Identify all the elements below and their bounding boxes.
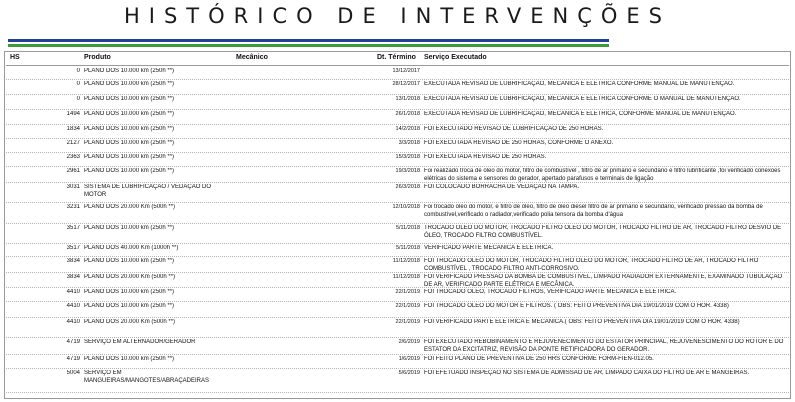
cell-hs: 2363 <box>66 154 80 160</box>
cell-servico: FOI COLOCADO BORRACHA DE VEDAÇÃO NA TAMPA. <box>424 184 580 190</box>
table-row <box>6 152 789 167</box>
cell-servico: FOI TROCADO ÓLEO, TROCADO FILTROS, VERIFICADO PARTE MECÂNICA E ELÉTRICA. <box>424 289 677 295</box>
cell-produto: PLANO DOS 10.000 km (250h **) <box>84 81 175 87</box>
cell-hs: 3231 <box>66 204 80 210</box>
cell-dt-termino: 26/3/2018 <box>395 184 420 190</box>
cell-dt-termino: 5/11/2018 <box>395 225 420 231</box>
cell-servico: EXECUTADA REVISÃO DE LUBRIFICAÇÃO, MECÂNICA E ELÉTRICA CONFORME O MANUAL DE MANUTENÇÃO. <box>424 96 741 102</box>
cell-servico: VERIFICADO PARTE MECÂNICA E ELÉTRICA. <box>424 245 554 251</box>
cell-dt-termino: 22/1/2019 <box>395 303 420 309</box>
cell-produto: PLANO DOS 40.000 Km (1000h **) <box>84 245 179 251</box>
header-servico: Serviço Executado <box>424 54 487 61</box>
cell-produto: PLANO DOS 10.000 km (250h **) <box>84 140 175 146</box>
cell-hs: 1834 <box>66 126 80 132</box>
cell-servico: FOI EXECUTADA REVISÃO DE 250 HORAS, CONFORME O ANEXO. <box>424 140 614 146</box>
cell-dt-termino: 28/12/2017 <box>392 81 420 87</box>
cell-dt-termino: 14/2/2018 <box>395 126 420 132</box>
cell-hs: 2961 <box>66 168 80 174</box>
table-row <box>6 354 789 369</box>
cell-servico: FOI FEITO PLANO DE PREVENTIVA DE 250 HRS CONFORME FORM-FIEN-012.05. <box>424 356 654 362</box>
cell-dt-termino: 11/12/2018 <box>392 258 420 264</box>
header-mecanico: Mecânico <box>236 54 268 61</box>
cell-servico: EXECUTADA REVISÃO DE LUBRIFICAÇÃO, MECÂNICA E ELÉTRICA CONFORME MANUAL DE MANUTENÇÃO. <box>424 81 735 87</box>
cell-dt-termino: 15/3/2018 <box>395 154 420 160</box>
cell-produto: SISTEMA DE LUBRIFICAÇÃO / VEDAÇÃO DO MOTOR <box>84 184 212 198</box>
title-underline-blue <box>8 39 609 42</box>
cell-dt-termino: 1/6/2019 <box>398 356 420 362</box>
cell-hs: 5004 <box>66 370 80 376</box>
table-row <box>6 182 789 203</box>
cell-hs: 3517 <box>66 245 80 251</box>
cell-hs: 1494 <box>66 111 80 117</box>
table-row <box>6 166 789 183</box>
table-row <box>6 287 789 302</box>
header-produto: Produto <box>84 54 111 61</box>
cell-servico: FOI EXECUTADO REVISÃO DE LUBRIFICAÇÃO DE 250 HORAS. <box>424 126 604 132</box>
cell-dt-termino: 2/6/2019 <box>398 339 420 345</box>
cell-servico: FOI EFETUADO INSPEÇÃO NO SISTEMA DE ADMISSÃO DE AR, LIMPADO CAIXA DO FILTRO DE AR E MANGEIRAS. <box>424 370 750 376</box>
cell-hs: 3834 <box>66 258 80 264</box>
cell-dt-termino: 5/11/2018 <box>395 245 420 251</box>
table-row <box>6 337 789 355</box>
cell-servico: Foi realizado troca de óleo do motor, filtro de combustível , filtro de ar primário e secundário e filtro lubrificante ,foi verificado conexões elétricas do sistema e sensores do gerador, apertado parafusos e terminais de ligação <box>424 168 781 182</box>
cell-produto: PLANO DOS 10.000 km (250h **) <box>84 68 175 74</box>
table-row <box>6 368 789 393</box>
cell-servico: Foi trocado óleo do motor, e filtro de óleo, filtro de óleo diesel filtro de ar primário e secundário, verificado pressão da bomba de combustível,verificado o radiador,verificado polia tensora da bomba d'água <box>424 204 763 218</box>
cell-hs: 0 <box>76 96 80 102</box>
cell-servico: FOI TROCADO ÓLEO DO MOTOR, TROCADO FILTRO ÓLEO DO MOTOR, TROCADO FILTRO DE AR, TROCADO FILTRO COMBUSTÍVEL , TROCADO FILTRO ANTI-CORROSIVO. <box>424 258 759 272</box>
table-row <box>6 138 789 153</box>
cell-produto: PLANO DOS 20.000 Km (500h **) <box>84 319 176 325</box>
table-row <box>6 109 789 125</box>
cell-servico: EXECUTADA REVISÃO DE LUBRIFICAÇÃO, MECÂNICA E ELÉTRICA, CONFORME MANUAL DE MANUTENÇÃO. <box>424 111 737 117</box>
cell-dt-termino: 22/1/2019 <box>395 319 420 325</box>
table-row <box>6 256 789 273</box>
cell-dt-termino: 26/1/2018 <box>395 111 420 117</box>
cell-produto: PLANO DOS 10.000 km (250h **) <box>84 168 175 174</box>
cell-hs: 0 <box>76 81 80 87</box>
table-row <box>6 66 789 80</box>
cell-servico: TROCADO ÓLEO DO MOTOR, TROCADO FILTRO ÓLEO DO MOTOR, TROCADO FILTRO DE AR, TROCADO FILTRO DESVIO DE ÓLEO, TROCADO FILTRO COMBUSTÍVEL. <box>424 225 782 239</box>
cell-hs: 2127 <box>66 140 80 146</box>
table-row <box>6 79 789 95</box>
cell-hs: 3834 <box>66 274 80 280</box>
title-underline-green <box>8 44 609 47</box>
cell-hs: 3031 <box>66 184 80 190</box>
cell-produto: PLANO DOS 10.000 km (250h **) <box>84 154 175 160</box>
cell-hs: 4410 <box>66 319 80 325</box>
table-row <box>6 223 789 244</box>
table-row <box>6 124 789 139</box>
table-row <box>6 272 789 288</box>
cell-dt-termino: 5/6/2019 <box>398 370 420 376</box>
cell-servico: FOI VERIFICADO PARTE ELÉTRICA E MECÂNICA.( OBS: FEITO PREVENTIVA DIA 19/01/2019 COM O HOR. 4338) <box>424 319 740 325</box>
cell-produto: PLANO DOS 10.000 km (250h **) <box>84 258 175 264</box>
cell-produto: PLANO DOS 10.000 km (250h **) <box>84 356 175 362</box>
cell-produto: SERVIÇO EM MANGUEIRAS/MANGOTES/ABRAÇADEIRAS <box>84 370 210 384</box>
cell-dt-termino: 3/3/2018 <box>398 140 420 146</box>
cell-servico: FOI VERIFICADO PRESSÃO DA BOMBA DE COMBUSTÍVEL, LIMPADO RADIADOR EXTERNAMENTE, EXAMINADO TUBULAÇÃO DE AR, VERIFICADO PARTE ELÉTRICA E MECÂNICA. <box>424 274 783 287</box>
cell-produto: PLANO DOS 10.000 km (250h **) <box>84 126 175 132</box>
table-row <box>6 301 789 318</box>
cell-hs: 4719 <box>66 356 80 362</box>
cell-hs: 4410 <box>66 289 80 295</box>
table-row <box>6 202 789 224</box>
table-row <box>6 243 789 257</box>
cell-hs: 4719 <box>66 339 80 345</box>
cell-produto: PLANO DOS 10.000 km (250h **) <box>84 225 175 231</box>
cell-dt-termino: 11/12/2018 <box>392 274 420 280</box>
cell-produto: PLANO DOS 10.000 km (250h **) <box>84 289 175 295</box>
page-title: HISTÓRICO DE INTERVENÇÕES <box>123 4 671 28</box>
cell-dt-termino: 13/12/2017 <box>392 68 420 74</box>
header-dt-termino: Dt. Término <box>377 54 416 61</box>
cell-servico: FOI EXECUTADO REBOBINAMENTO E REJUVENECIMENTO DO ESTATOR PRINCIPAL, REJUVENESCIMENTO DO ROTOR E DO ESTATOR DA EXCITATRIZ, REVISÃO DA PONTE RETIFICADORA DO GERADOR. <box>424 339 784 353</box>
cell-servico: FOI EXECUTADA REVISÃO DE 250 HORAS. <box>424 154 547 160</box>
cell-dt-termino: 22/1/2019 <box>395 289 420 295</box>
cell-dt-termino: 13/1/2018 <box>395 96 420 102</box>
cell-produto: SERVIÇO EM ALTERNADOR/GERADOR <box>84 339 196 345</box>
cell-dt-termino: 19/3/2018 <box>395 168 420 174</box>
table-row <box>6 317 789 338</box>
cell-produto: PLANO DOS 20.000 Km (500h **) <box>84 204 176 210</box>
cell-produto: PLANO DOS 10.000 km (250h **) <box>84 111 175 117</box>
cell-hs: 0 <box>76 68 80 74</box>
cell-dt-termino: 12/10/2018 <box>392 204 420 210</box>
table-header <box>6 53 789 66</box>
interventions-table <box>6 53 789 384</box>
cell-hs: 4410 <box>66 303 80 309</box>
cell-produto: PLANO DOS 10.000 km (250h **) <box>84 303 175 309</box>
cell-servico: FOI TROCADO ÓLEO DO MOTOR E FILTROS. ( OBS: FEITO PREVENTIVA DIA 19/01/2019 COM O HOR. 4338) <box>424 303 729 309</box>
cell-produto: PLANO DOS 20.000 Km (500h **) <box>84 274 176 280</box>
table-row <box>6 94 789 110</box>
cell-produto: PLANO DOS 10.000 km (250h **) <box>84 96 175 102</box>
cell-hs: 3517 <box>66 225 80 231</box>
header-hs: HS <box>10 54 20 61</box>
